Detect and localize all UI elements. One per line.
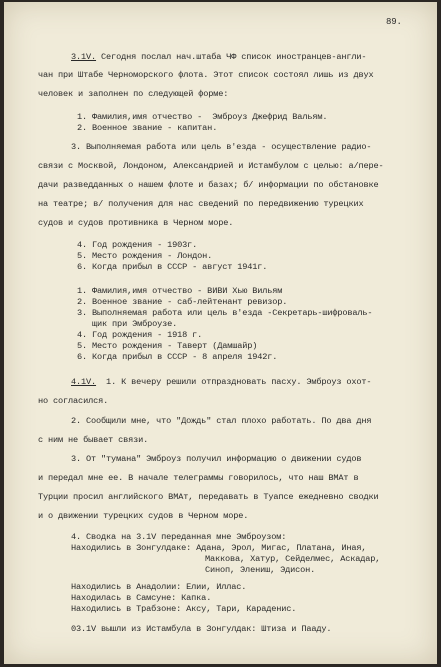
text-line: Маккова, Хатур, Сейделмес, Аскадар, <box>205 554 381 564</box>
text-line: Находились в Анадолии: Елии, Иллас. <box>71 582 247 592</box>
text-line: человек и заполнен по следующей форме: <box>38 89 229 99</box>
text-line: Находилась в Самсуне: Капка. <box>71 593 212 603</box>
text-line: 4. Год рождения - 1903г. <box>77 240 198 250</box>
text-line: 1. Фамилия,имя отчество - Эмброуз Джефрид Вальям. <box>77 112 328 122</box>
text-line: 6. Когда прибыл в СССР - 8 апреля 1942г. <box>77 352 278 362</box>
text-line: 5. Место рождения - Лондон. <box>77 251 213 261</box>
text-line: Находились в Зонгулдаке: Адана, Эрол, Мигас, Платана, Иная, <box>71 543 367 553</box>
entry-date: 3.1V. <box>71 52 97 62</box>
text-line: Синоп, Элениш, Эдисон. <box>205 565 316 575</box>
text-line: чан при Штабе Черноморского флота. Этот список состоял лишь из двух <box>38 70 374 80</box>
text-line: 3. От "тумана" Эмброуз получил информацию о движении судов <box>71 454 362 464</box>
text-line: 03.1V вышли из Истамбула в Зонгулдак: Штиза и Пааду. <box>71 624 332 634</box>
text-line: и о движении турецких судов в Черном море. <box>38 511 249 521</box>
text-line: 4. Год рождения - 1918 г. <box>77 330 203 340</box>
text-line: 3. Выполняемая работа или цель в'езда - осуществление радио- <box>71 142 372 152</box>
text-line: 2. Военное звание - саб-лейтенант ревизор. <box>77 297 288 307</box>
text-line: 2. Военное звание - капитан. <box>77 123 218 133</box>
text-line: судов и судов противника в Черном море. <box>38 218 234 228</box>
page-number: 89. <box>386 17 402 27</box>
text-line: 3.1V. Сегодня послал нач.штаба ЧФ список иностранцев-англи- <box>71 52 367 62</box>
text-line: щик при Эмброузе. <box>77 319 178 329</box>
text-line: 6. Когда прибыл в СССР - август 1941г. <box>77 262 268 272</box>
text-line: и передал мне ее. В начале телеграммы говорилось, что наш ВМАт в <box>38 473 359 483</box>
entry-date: 4.1V. <box>71 377 97 387</box>
text-line: Турции просил английского ВМАт, передавать в Туапсе ежедневно сводки <box>38 492 379 502</box>
text-line: с ним не бывает связи. <box>38 435 149 445</box>
text-line: Находились в Трабзоне: Аксу, Тари, Караденис. <box>71 604 297 614</box>
text-line: 3. Выполняемая работа или цель в'езда -Секретарь-шифроваль- <box>77 308 373 318</box>
text-line: но согласился. <box>38 396 109 406</box>
text-line: дачи разведданных о нашем флоте и базах; б/ информации по обстановке <box>38 180 379 190</box>
text-line: 4.1V. 1. К вечеру решили отпраздновать пасху. Эмброуз охот- <box>71 377 372 387</box>
text-line: связи с Москвой, Лондоном, Александрией и Истамбулом с целью: а/пере- <box>38 161 384 171</box>
text-line: 5. Место рождения - Таверт (Дамшайр) <box>77 341 258 351</box>
text-line: 2. Сообщили мне, что "Дождь" стал плохо работать. По два дня <box>71 416 372 426</box>
text-line: на театре; в/ получения для нас сведений по передвижению турецких <box>38 199 364 209</box>
text-line: 1. Фамилия,имя отчество - ВИВИ Хью Вильям <box>77 286 283 296</box>
text-line: 4. Сводка на 3.1V переданная мне Эмброузом: <box>71 532 287 542</box>
document-page <box>4 2 437 664</box>
